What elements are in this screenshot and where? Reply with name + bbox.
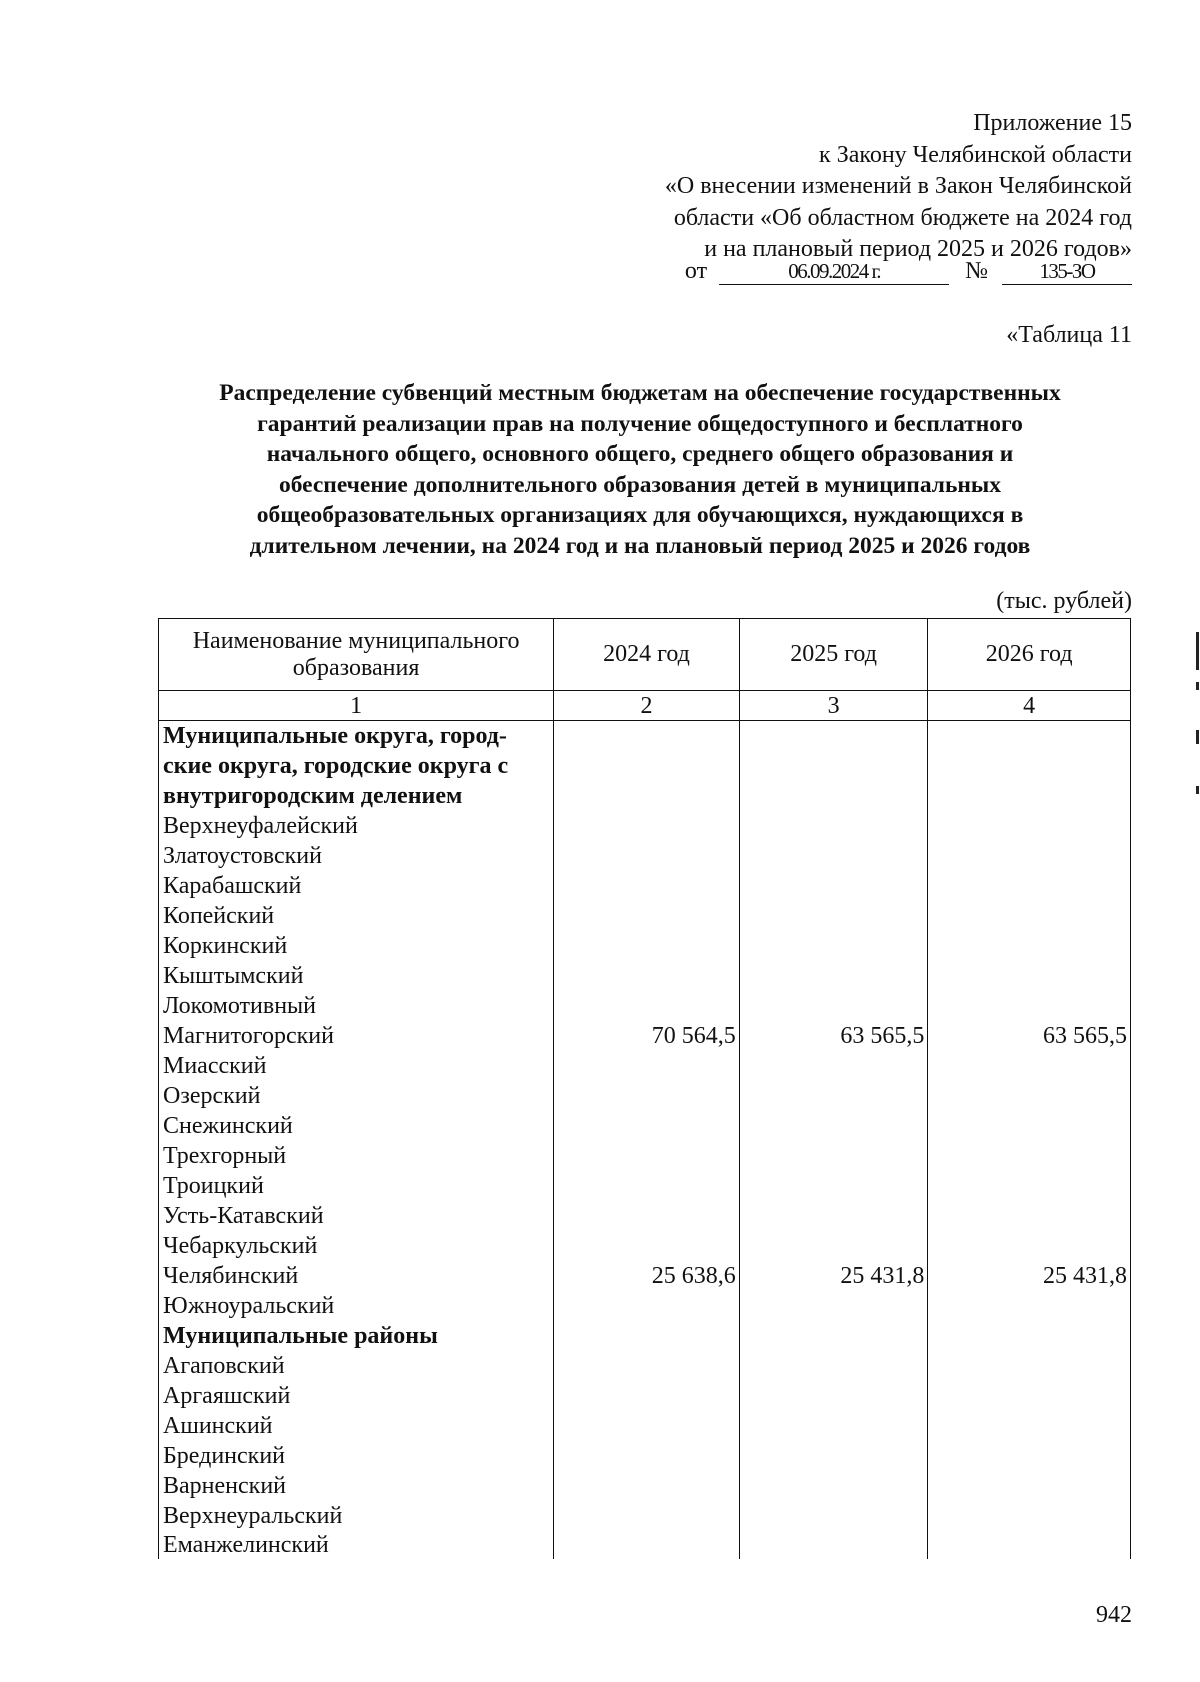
value-2026-cell — [928, 1381, 1131, 1411]
value-2025-cell — [739, 1141, 928, 1171]
municipality-name-cell: Снежинский — [159, 1111, 554, 1141]
municipality-name-cell: Челябинский — [159, 1261, 554, 1291]
table-row — [159, 1081, 1131, 1111]
municipality-name-cell: Магнитогорский — [159, 1021, 554, 1051]
title-line: начального общего, основного общего, среднего общего образования и — [266, 441, 1014, 467]
value-2025-cell — [739, 1531, 928, 1559]
value-2025-cell — [739, 1111, 928, 1141]
value-2025-cell: 63 565,5 — [739, 1021, 928, 1051]
municipality-name-cell: Трехгорный — [159, 1141, 554, 1171]
value-2024-cell — [554, 1411, 740, 1441]
value-2024-cell — [554, 1381, 740, 1411]
value-2026-cell — [928, 721, 1131, 752]
value-2025-cell — [739, 1411, 928, 1441]
table-row — [159, 961, 1131, 991]
table-row — [159, 1351, 1131, 1381]
value-2026-cell — [928, 901, 1131, 931]
value-2026-cell — [928, 1351, 1131, 1381]
value-2026-cell — [928, 1501, 1131, 1531]
scan-edge-mark — [1196, 730, 1199, 744]
value-2025-cell — [739, 1171, 928, 1201]
municipality-name-cell: Кыштымский — [159, 961, 554, 991]
value-2025-cell — [739, 811, 928, 841]
law-line: «О внесении изменений в Закон Челябинской — [664, 173, 1132, 199]
value-2026-cell — [928, 871, 1131, 901]
value-2026-cell — [928, 1081, 1131, 1111]
municipality-name-cell: Усть-Катавский — [159, 1201, 554, 1231]
value-2024-cell — [554, 1501, 740, 1531]
title-line: обеспечение дополнительного образования детей в муниципальных — [278, 471, 1002, 498]
value-2026-cell — [928, 1291, 1131, 1321]
municipality-name-cell: Карабашский — [159, 871, 554, 901]
header-municipality-line: Наименование муниципального — [192, 627, 520, 654]
value-2024-cell — [554, 1231, 740, 1261]
value-2026-cell: 25 431,8 — [928, 1261, 1131, 1291]
municipality-name-cell: Аргаяшский — [159, 1381, 554, 1411]
title-line: общеобразовательных организациях для обучающихся, нуждающихся в — [256, 502, 1024, 528]
value-2026-cell — [928, 751, 1131, 781]
table-row — [159, 1171, 1131, 1201]
value-2026-cell — [928, 991, 1131, 1021]
column-number-row — [159, 691, 1131, 721]
value-2024-cell — [554, 1171, 740, 1201]
column-number: 1 — [159, 691, 554, 721]
value-2024-cell — [554, 811, 740, 841]
table-row — [159, 1291, 1131, 1321]
value-2025-cell — [739, 1381, 928, 1411]
value-2025-cell — [739, 1471, 928, 1501]
subvention-table — [158, 618, 1131, 1559]
municipality-name-cell: Верхнеуфалейский — [159, 811, 554, 841]
municipality-name-cell: Локомотивный — [159, 991, 554, 1021]
table-row — [159, 871, 1131, 901]
value-2024-cell — [554, 751, 740, 781]
scan-edge-mark — [1196, 786, 1199, 794]
value-2025-cell — [739, 901, 928, 931]
municipality-name-cell: Златоустовский — [159, 841, 554, 871]
municipality-name-cell: Муниципальные районы — [159, 1321, 554, 1351]
value-2026-cell — [928, 1531, 1131, 1559]
table-row — [159, 1141, 1131, 1171]
value-2026-cell — [928, 1051, 1131, 1081]
value-2026-cell — [928, 1321, 1131, 1351]
value-2026-cell — [928, 961, 1131, 991]
value-2025-cell — [739, 961, 928, 991]
table-reference: «Таблица 11 — [1006, 322, 1132, 348]
value-2025-cell — [739, 1081, 928, 1111]
value-2025-cell — [739, 931, 928, 961]
value-2025-cell — [739, 751, 928, 781]
municipality-name-cell: Еманжелинский — [159, 1531, 554, 1559]
appendix-header — [665, 108, 1132, 266]
law-line: и на плановый период 2025 и 2026 годов» — [704, 236, 1132, 262]
value-2024-cell — [554, 901, 740, 931]
municipality-name-cell: Чебаркульский — [159, 1231, 554, 1261]
column-number: 2 — [554, 691, 740, 721]
value-2025-cell — [739, 721, 928, 752]
date-prefix: от — [684, 258, 708, 284]
municipality-name-cell: Агаповский — [159, 1351, 554, 1381]
table-row — [159, 1231, 1131, 1261]
table-row — [159, 751, 1131, 781]
value-2026-cell — [928, 781, 1131, 811]
header-municipality — [159, 619, 554, 691]
value-2025-cell — [739, 991, 928, 1021]
table-row — [159, 1201, 1131, 1231]
municipality-name-cell: Миасский — [159, 1051, 554, 1081]
table-row — [159, 1051, 1131, 1081]
value-2026-cell — [928, 1231, 1131, 1261]
law-line: к Закону Челябинской области — [819, 141, 1132, 168]
value-2025-cell — [739, 781, 928, 811]
title-line: длительном лечении, на 2024 год и на плановый период 2025 и 2026 годов — [249, 532, 1031, 559]
header-municipality-line: образования — [292, 654, 420, 681]
table-row — [159, 1531, 1131, 1559]
table-row — [159, 811, 1131, 841]
municipality-name-cell: ские округа, городские округа с — [159, 751, 554, 781]
units-label: (тыс. рублей) — [996, 588, 1132, 614]
value-2024-cell — [554, 871, 740, 901]
municipality-name-cell: внутригородским делением — [159, 781, 554, 811]
value-2026-cell — [928, 1411, 1131, 1441]
value-2026-cell — [928, 811, 1131, 841]
value-2024-cell: 70 564,5 — [554, 1021, 740, 1051]
municipality-name-cell: Копейский — [159, 901, 554, 931]
table-row — [159, 1261, 1131, 1291]
value-2024-cell — [554, 721, 740, 752]
value-2024-cell — [554, 1201, 740, 1231]
law-date-number-line — [685, 258, 1132, 292]
column-number: 3 — [739, 691, 928, 721]
table-row — [159, 841, 1131, 871]
law-number-field: 135-ЗО — [1002, 258, 1132, 285]
value-2026-cell — [928, 841, 1131, 871]
column-number: 4 — [928, 691, 1131, 721]
table-header-row — [159, 619, 1131, 691]
value-2024-cell — [554, 841, 740, 871]
value-2025-cell — [739, 1501, 928, 1531]
value-2024-cell — [554, 1141, 740, 1171]
law-date-field: 06.09.2024 г. — [719, 258, 949, 285]
value-2025-cell: 25 431,8 — [739, 1261, 928, 1291]
table-row — [159, 901, 1131, 931]
scan-edge-mark — [1196, 632, 1199, 670]
value-2025-cell — [739, 1441, 928, 1471]
value-2025-cell — [739, 1201, 928, 1231]
value-2024-cell — [554, 1051, 740, 1081]
value-2024-cell — [554, 1351, 740, 1381]
document-title — [150, 378, 1130, 561]
value-2024-cell — [554, 1531, 740, 1559]
value-2024-cell — [554, 1321, 740, 1351]
value-2026-cell — [928, 1171, 1131, 1201]
scan-edge-mark — [1196, 682, 1199, 690]
value-2025-cell — [739, 1321, 928, 1351]
value-2024-cell — [554, 1471, 740, 1501]
value-2025-cell — [739, 1051, 928, 1081]
value-2024-cell — [554, 1291, 740, 1321]
municipality-name-cell: Варненский — [159, 1471, 554, 1501]
value-2025-cell — [739, 871, 928, 901]
table-row — [159, 1441, 1131, 1471]
table-row — [159, 1411, 1131, 1441]
header-2025: 2025 год — [739, 619, 928, 691]
value-2024-cell — [554, 931, 740, 961]
table-row — [159, 1021, 1131, 1051]
value-2024-cell: 25 638,6 — [554, 1261, 740, 1291]
value-2026-cell — [928, 1441, 1131, 1471]
table-row — [159, 1501, 1131, 1531]
value-2024-cell — [554, 1111, 740, 1141]
value-2026-cell — [928, 1111, 1131, 1141]
value-2024-cell — [554, 991, 740, 1021]
table-row — [159, 1381, 1131, 1411]
municipality-name-cell: Озерский — [159, 1081, 554, 1111]
page-number: 942 — [1096, 1602, 1132, 1628]
header-2024: 2024 год — [554, 619, 740, 691]
table-row — [159, 991, 1131, 1021]
table-row — [159, 1471, 1131, 1501]
municipality-name-cell: Верхнеуральский — [159, 1501, 554, 1531]
value-2026-cell — [928, 1141, 1131, 1171]
value-2024-cell — [554, 961, 740, 991]
table-row — [159, 1111, 1131, 1141]
value-2026-cell: 63 565,5 — [928, 1021, 1131, 1051]
municipality-name-cell: Ашинский — [159, 1411, 554, 1441]
municipality-name-cell: Брединский — [159, 1441, 554, 1471]
value-2024-cell — [554, 1441, 740, 1471]
table-body — [159, 721, 1131, 1560]
municipality-name-cell: Муниципальные округа, город- — [159, 721, 554, 752]
title-line: гарантий реализации прав на получение общедоступного и бесплатного — [257, 410, 1023, 437]
municipality-name-cell: Южноуральский — [159, 1291, 554, 1321]
title-line: Распределение субвенций местным бюджетам на обеспечение государственных — [219, 380, 1061, 406]
law-line: области «Об областном бюджете на 2024 год — [673, 204, 1132, 231]
municipality-name-cell: Коркинский — [159, 931, 554, 961]
table-row — [159, 721, 1131, 752]
table-row — [159, 931, 1131, 961]
value-2024-cell — [554, 1081, 740, 1111]
number-prefix: № — [965, 258, 988, 284]
value-2026-cell — [928, 931, 1131, 961]
header-2026: 2026 год — [928, 619, 1131, 691]
table-row — [159, 781, 1131, 811]
value-2025-cell — [739, 1291, 928, 1321]
value-2026-cell — [928, 1471, 1131, 1501]
value-2025-cell — [739, 1231, 928, 1261]
table-row — [159, 1321, 1131, 1351]
municipality-name-cell: Троицкий — [159, 1171, 554, 1201]
value-2026-cell — [928, 1201, 1131, 1231]
value-2024-cell — [554, 781, 740, 811]
value-2025-cell — [739, 1351, 928, 1381]
appendix-label: Приложение 15 — [973, 110, 1132, 136]
value-2025-cell — [739, 841, 928, 871]
